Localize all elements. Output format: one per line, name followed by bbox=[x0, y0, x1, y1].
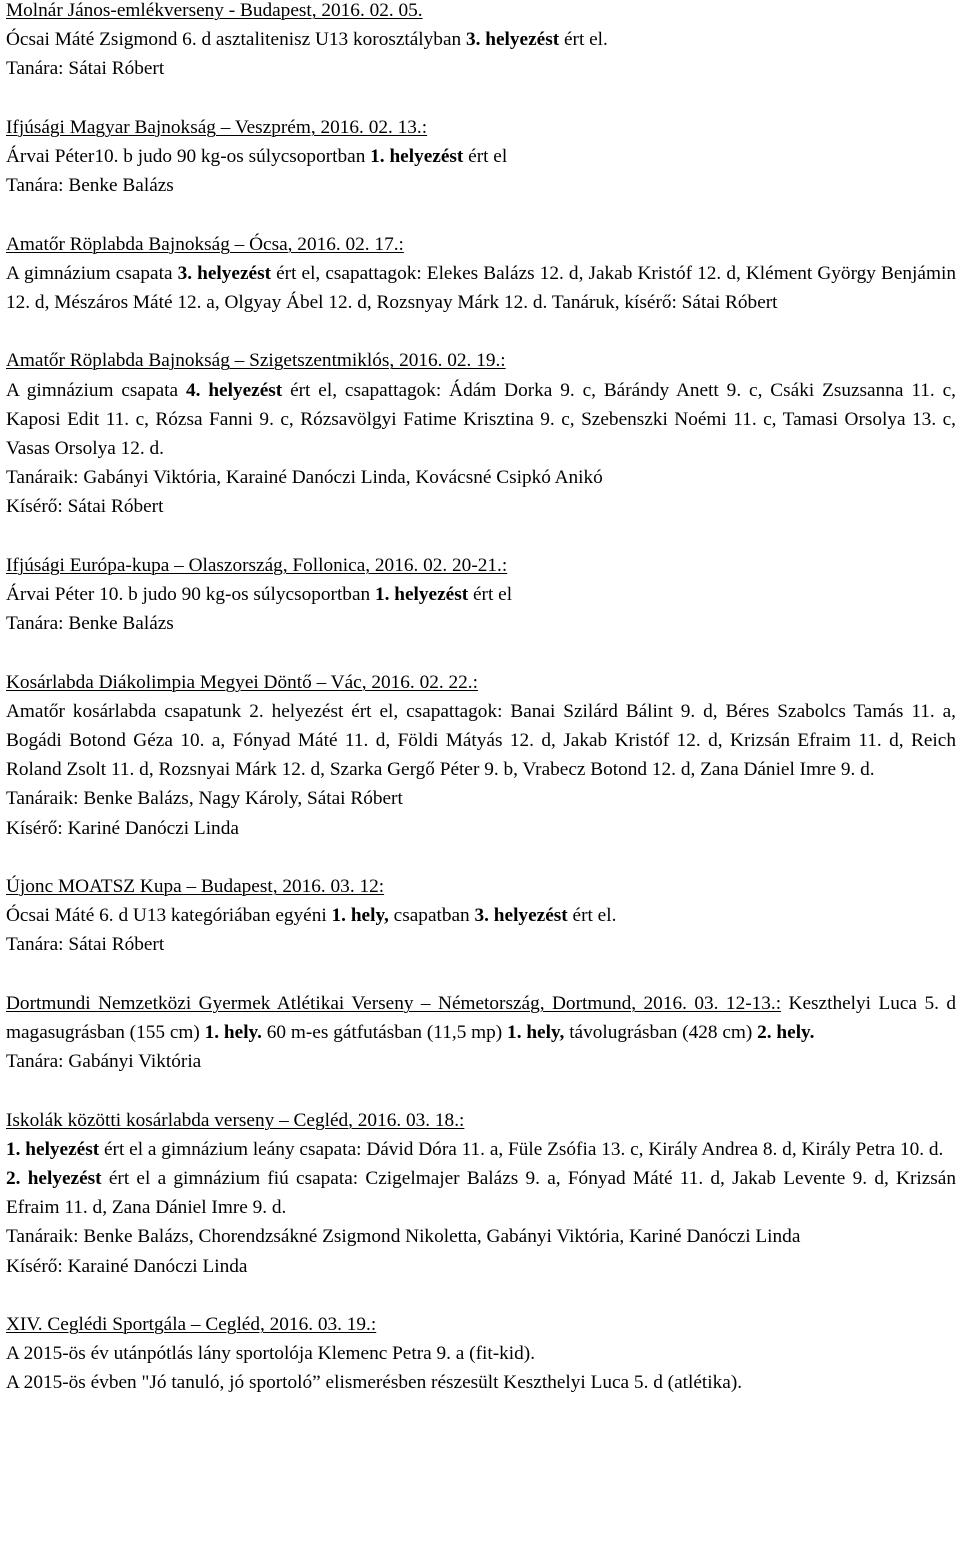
result-line bbox=[6, 142, 956, 171]
section-ujonc-moatsz-kupa bbox=[6, 872, 956, 960]
escort-line: Kísérő: Kariné Danóczi Linda bbox=[6, 817, 239, 839]
result-paragraph bbox=[6, 1164, 956, 1222]
teacher-line: Tanára: Benke Balázs bbox=[6, 175, 174, 197]
section-heading: Ifjúsági Európa-kupa – Olaszország, Follonica, 2016. 02. 20-21.: bbox=[6, 554, 508, 576]
section-dortmundi-atletikai-verseny bbox=[6, 989, 956, 1077]
placement-emphasis: 3. helyezést bbox=[177, 262, 272, 284]
escort-line: Kísérő: Sátai Róbert bbox=[6, 496, 164, 518]
section-heading: Amatőr Röplabda Bajnokság – Szigetszentmiklós, 2016. 02. 19.: bbox=[6, 350, 506, 372]
section-ifjusagi-magyar-bajnoksag bbox=[6, 113, 956, 201]
spacer bbox=[6, 1076, 956, 1105]
award-line: A 2015-ös évben "Jó tanuló, jó sportoló” elismerésben részesült Keszthelyi Luca 5. d (atlétika). bbox=[6, 1372, 743, 1394]
result-line bbox=[6, 25, 956, 54]
spacer bbox=[6, 317, 956, 346]
result-paragraph: Amatőr kosárlabda csapatunk 2. helyezést ért el, csapattagok: Banai Szilárd Bálint 9. d, Béres Szabolcs Tamás 11. a, Bogádi Botond Géza 10. a, Fónyad Máté 11. d, Földi Mátyás 12. d, Jakab Kristóf 12. d, Krizsán Efraim 11. d, Reich Roland Zsolt 11. d, Rozsnyai Márk 12. d, Szarka Gergő Péter 9. b, Vrabecz Botond 12. d, Zana Dániel Imre 9. d. bbox=[6, 700, 956, 781]
section-heading: Újonc MOATSZ Kupa – Budapest, 2016. 03. 12: bbox=[6, 876, 385, 897]
spacer bbox=[6, 638, 956, 667]
placement-emphasis: 1. hely, bbox=[331, 905, 389, 927]
section-amator-roplabda-szigetszentmiklos bbox=[6, 346, 956, 521]
section-ceglédi-sportgala bbox=[6, 1310, 956, 1398]
teachers-line: Tanáraik: Benke Balázs, Nagy Károly, Sátai Róbert bbox=[6, 788, 403, 810]
placement-emphasis: 2. helyezést bbox=[6, 1168, 102, 1189]
spacer bbox=[6, 522, 956, 551]
section-heading: Ifjúsági Magyar Bajnokság – Veszprém, 2016. 02. 13.: bbox=[6, 116, 428, 138]
bound-text: Árvai Péter10. b judo 90 kg-os súlycsoportban 1. helyezést ért el bbox=[6, 146, 508, 167]
teachers-line: Tanáraik: Gabányi Viktória, Karainé Danóczi Linda, Kovácsné Csipkó Anikó bbox=[6, 467, 603, 489]
result-paragraph bbox=[6, 1135, 956, 1164]
section-heading: Dortmundi Nemzetközi Gyermek Atlétikai Verseny – Németország, Dortmund, 2016. 03. 12-13.: bbox=[6, 992, 782, 1014]
escort-line: Kísérő: Karainé Danóczi Linda bbox=[6, 1255, 248, 1277]
placement-emphasis: 3. helyezést bbox=[465, 29, 560, 51]
section-heading: Amatőr Röplabda Bajnokság – Ócsa, 2016. 02. 17.: bbox=[6, 233, 404, 255]
teacher-line: Tanára: Benke Balázs bbox=[6, 613, 174, 635]
placement-emphasis: 1. hely. bbox=[204, 1022, 262, 1043]
bound-text: Ócsai Máté Zsigmond 6. d asztalitenisz U13 korosztályban 3. helyezést ért el. bbox=[6, 29, 608, 51]
teacher-line: Tanára: Sátai Róbert bbox=[6, 934, 165, 956]
result-paragraph bbox=[6, 989, 956, 1047]
placement-emphasis: 1. helyezést bbox=[374, 584, 469, 605]
section-heading: Iskolák közötti kosárlabda verseny – Cegléd, 2016. 03. 18.: bbox=[6, 1109, 465, 1131]
section-iskolak-kozotti-kosarlabda bbox=[6, 1106, 956, 1281]
placement-emphasis: 4. helyezést bbox=[185, 379, 283, 401]
result-paragraph bbox=[6, 259, 956, 317]
result-paragraph bbox=[6, 376, 956, 464]
bound-text: Keszthelyi Luca 5. d magasugrásban (155 cm) 1. hely. 60 m-es gátfutásban (11,5 mp) 1. hely, távolugrásban (428 cm) 2. hely. bbox=[6, 992, 956, 1043]
placement-emphasis: 2. hely. bbox=[757, 1022, 815, 1043]
bound-text: 1. helyezést ért el a gimnázium leány csapata: Dávid Dóra 11. a, Füle Zsófia 13. c, Király Andrea 8. d, Király Petra 10. d. bbox=[6, 1138, 944, 1160]
teachers-line: Tanáraik: Benke Balázs, Chorendzsákné Zsigmond Nikoletta, Gabányi Viktória, Kariné Danóczi Linda bbox=[6, 1226, 801, 1248]
spacer bbox=[6, 960, 956, 989]
placement-emphasis: 1. hely, bbox=[507, 1022, 565, 1043]
bound-text: 2. helyezést ért el a gimnázium fiú csapata: Czigelmajer Balázs 9. a, Fónyad Máté 11. d, Jakab Levente 9. d, Krizsán Efraim 11. d, Zana Dániel Imre 9. d. bbox=[6, 1168, 956, 1219]
section-molnar-janos bbox=[6, 0, 956, 84]
section-heading: Molnár János-emlékverseny - Budapest, 2016. 02. 05. bbox=[6, 0, 423, 21]
placement-emphasis: 1. helyezést bbox=[370, 146, 464, 167]
section-heading: Kosárlabda Diákolimpia Megyei Döntő – Vác, 2016. 02. 22.: bbox=[6, 671, 478, 693]
result-line bbox=[6, 580, 956, 609]
spacer bbox=[6, 1281, 956, 1310]
placement-emphasis: 3. helyezést bbox=[474, 905, 568, 927]
placement-emphasis: 1. helyezést bbox=[6, 1138, 100, 1160]
teacher-line: Tanára: Gabányi Viktória bbox=[6, 1051, 202, 1073]
bound-text: A gimnázium csapata 3. helyezést ért el, csapattagok: Elekes Balázs 12. d, Jakab Kristóf 12. d, Klément György Benjámin 12. d, Mészáros Máté 12. a, Olgyay Ábel 12. d, Rozsnyay Márk 12. d. Tanáruk, kísérő: Sátai Róbert bbox=[6, 262, 956, 313]
bound-text: Árvai Péter 10. b judo 90 kg-os súlycsoportban 1. helyezést ért el bbox=[6, 584, 513, 605]
spacer bbox=[6, 843, 956, 872]
spacer bbox=[6, 200, 956, 229]
teacher-line: Tanára: Sátai Róbert bbox=[6, 58, 165, 80]
section-kosarlabda-diakolimpia bbox=[6, 668, 956, 843]
award-line: A 2015-ös év utánpótlás lány sportolója Klemenc Petra 9. a (fit-kid). bbox=[6, 1343, 536, 1365]
bound-text: Ócsai Máté 6. d U13 kategóriában egyéni 1. hely, csapatban 3. helyezést ért el. bbox=[6, 905, 617, 927]
spacer bbox=[6, 84, 956, 113]
section-amator-roplabda-ocsa bbox=[6, 230, 956, 318]
section-heading: XIV. Ceglédi Sportgála – Cegléd, 2016. 03. 19.: bbox=[6, 1314, 377, 1335]
section-ifjusagi-europa-kupa bbox=[6, 551, 956, 639]
bound-text: A gimnázium csapata 4. helyezést ért el, csapattagok: Ádám Dorka 9. c, Bárándy Anett 9. c, Csáki Zsuzsanna 11. c, Kaposi Edit 11. c, Rózsa Fanni 9. c, Rózsavölgyi Fatime Krisztina 9. c, Szebenszki Noémi 11. c, Tamasi Orsolya 13. c, Vasas Orsolya 12. d. bbox=[6, 379, 956, 459]
result-line bbox=[6, 901, 956, 930]
